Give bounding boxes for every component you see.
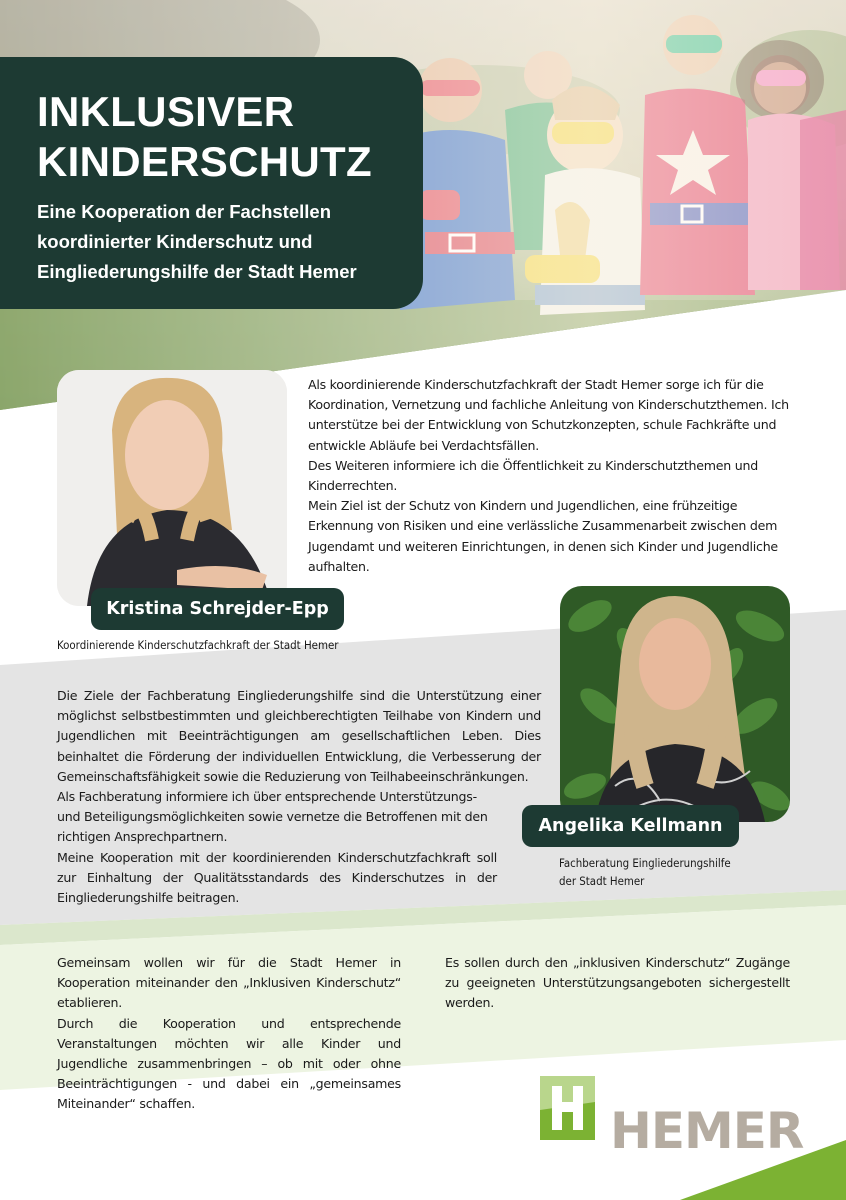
role-caption-kristina: Koordinierende Kinderschutzfachkraft der Stadt Hemer [57,638,339,652]
subtitle-line: koordinierter Kinderschutz und [37,231,313,252]
portrait-kristina [57,370,287,606]
name-badge-kristina [91,588,344,630]
role-line: Fachberatung Eingliederungshilfe [559,856,731,870]
paragraph: Durch die Kooperation und entsprechende Veranstaltungen möchten wir alle Kinder und Jugendliche zusammenbringen – ob mit oder ohne Beeinträchtigungen - und dabei ein „gemeinsames Miteinander“ schaffen. [57,1015,401,1112]
subtitle-line: Eingliederungshilfe der Stadt Hemer [37,261,357,282]
name-badge-angelika [522,805,739,847]
title-line-2: KINDERSCHUTZ [37,138,372,185]
hemer-logo-wordmark: HEMER [610,1102,804,1160]
page-subtitle [37,197,423,287]
role-caption-angelika [559,854,779,890]
intro-text-angelika-top [57,686,541,787]
portrait-angelika [560,586,790,822]
intro-text-angelika-bottom [57,787,497,908]
hemer-logo-mark [540,1076,595,1140]
paragraph: Gemeinsam wollen wir für die Stadt Hemer in Kooperation miteinander den „Inklusiven Kinderschutz“ etablieren. [57,955,401,1011]
paragraph: Meine Kooperation mit der koordinierenden Kinderschutzfachkraft soll zur Einhaltung der Qualitätsstandards des Kinderschutzes in der Eingliederungshilfe beitragen. [57,849,497,906]
hemer-logo [540,1076,804,1160]
footer-text-right [445,953,790,1014]
role-line: der Stadt Hemer [559,874,645,888]
paragraph: Es sollen durch den „inklusiven Kinderschutz“ Zugänge zu geeigneten Unterstützungsangeboten sichergestellt werden. [445,955,790,1011]
paragraph: Des Weiteren informiere ich die Öffentlichkeit zu Kinderschutzthemen und Kinderrechten. [308,457,758,494]
paragraph: Die Ziele der Fachberatung Eingliederungshilfe sind die Unterstützung einer möglichst selbstbestimmten und gleichberechtigten Teilhabe von Kindern und Jugendlichen mit Beeinträchtigungen am gesellschaftlichen Leben. Dies beinhaltet die Förderung der individuellen Entwicklung, die Verbesserung der Gemeinschaftsfähigkeit sowie die Reduzierung von Teilhabeeinschränkungen. [57,688,541,784]
subtitle-line: Eine Kooperation der Fachstellen [37,201,332,222]
paragraph: Als Fachberatung informiere ich über entsprechende Unterstützungs- und Beteiligungsmöglichkeiten sowie vernetze die Betroffenen mit den richtigen Ansprechpartnern. [57,789,488,845]
title-box [0,57,423,309]
paragraph: Mein Ziel ist der Schutz von Kindern und Jugendlichen, eine frühzeitige Erkennung von Risiken und eine verlässliche Zusammenarbeit zwischen dem Jugendamt und weiteren Einrichtungen, in denen sich Kinder und Jugendliche aufhalten. [308,498,778,574]
person-name: Angelika Kellmann [538,816,723,836]
person-name: Kristina Schrejder-Epp [106,599,329,619]
title-line-1: INKLUSIVER [37,88,295,135]
intro-text-kristina [308,375,790,577]
footer-text-left [57,953,401,1115]
paragraph: Als koordinierende Kinderschutzfachkraft der Stadt Hemer sorge ich für die Koordination, Vernetzung und fachliche Anleitung von Kinderschutzthemen. Ich unterstütze bei der Entwicklung von Schutzkonzepten, schule Fachkräfte und entwickle Abläufe bei Verdachtsfällen. [308,377,789,453]
page-title [37,87,423,187]
